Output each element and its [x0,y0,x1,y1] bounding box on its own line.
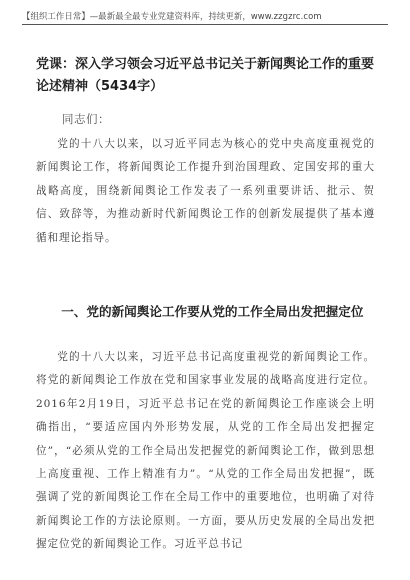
body-paragraph-intro: 党的十八大以来，以习近平同志为核心的党中央高度重视党的新闻舆论工作，将新闻舆论工作提升到治国理政、定国安邦的重大战略高度，围绕新闻舆论工作发表了一系列重要讲话、批示、贺信、致辞等，为推动新时代新闻舆论工作的创新发展提供了基本遵循和理论指导。 [36,138,375,244]
salutation: 同志们： [62,112,110,126]
document-title: 党课：深入学习领会习近平总书记关于新闻舆论工作的重要论述精神（5434字） [36,57,375,94]
section-heading-1: 一、党的新闻舆论工作要从党的工作全局出发把握定位 [61,304,364,319]
header-divider [22,24,388,25]
body-paragraph-section-1: 党的十八大以来，习近平总书记高度重视党的新闻舆论工作。将党的新闻舆论工作放在党和国家事业发展的战略高度进行定位。2016年2月19日，习近平总书记在党的新闻舆论工作座谈会上明确指出，“要适应国内外形势发展，从党的工作全局出发把握定位”，“必须从党的工作全局出发把握党的新闻舆论工作，做到思想上高度重视、工作上精准有力”。“从党的工作全局出发把握”，既强调了党的新闻舆论工作在全局工作中的重要地位，也明确了对待新闻舆论工作的方法论原则。一方面，要从历史发展的全局出发把握定位党的新闻舆论工作。习近平总书记 [36,351,375,551]
page-header: 【组织工作日常】—最新最全最专业党建资料库，持续更新，www.zzgzrc.com [22,11,322,21]
